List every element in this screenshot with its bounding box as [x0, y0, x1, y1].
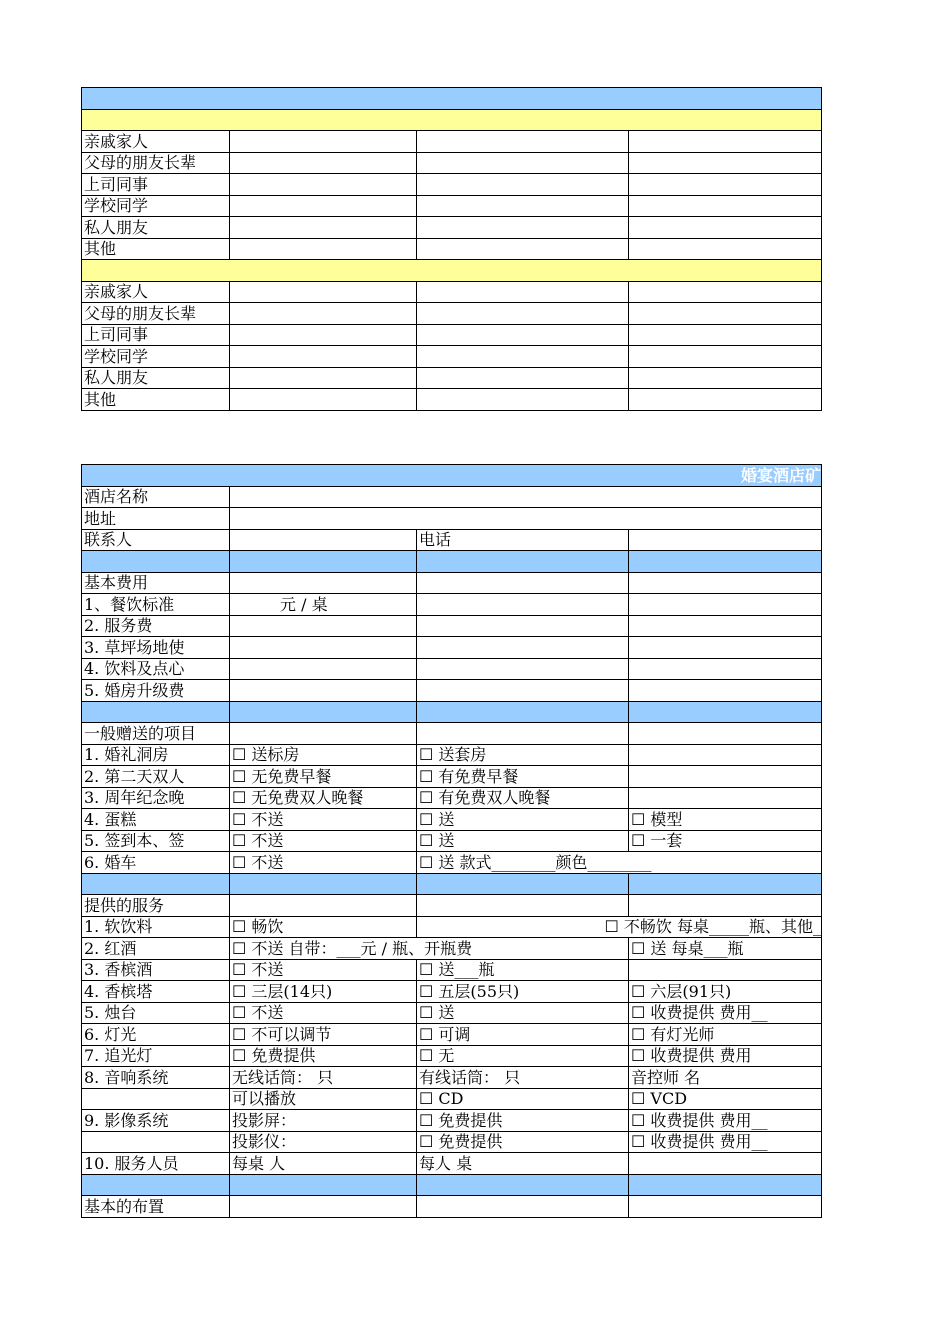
- guest-row-label: 上司同事: [82, 174, 230, 196]
- service-label: 3. 香槟酒: [82, 959, 230, 981]
- service-label: 1. 软饮料: [82, 916, 230, 938]
- service-option[interactable]: ☐ VCD: [629, 1088, 822, 1110]
- guest-cell[interactable]: [417, 346, 629, 368]
- service-label: 9. 影像系统: [82, 1110, 230, 1132]
- fee-label: 4. 饮料及点心: [82, 658, 230, 680]
- gift-option[interactable]: ☐ 无免费早餐: [230, 766, 417, 788]
- service-option[interactable]: ☐ 五层(55只): [417, 981, 629, 1003]
- guest-cell[interactable]: [629, 367, 822, 389]
- service-option[interactable]: ☐ 三层(14只): [230, 981, 417, 1003]
- gift-option[interactable]: ☐ 模型: [629, 809, 822, 831]
- service-option[interactable]: ☐ 免费提供: [230, 1045, 417, 1067]
- separator-band: [82, 873, 230, 895]
- service-option[interactable]: 投影仪：: [230, 1131, 417, 1153]
- gift-label: 4. 蛋糕: [82, 809, 230, 831]
- service-option[interactable]: 每桌 人: [230, 1153, 417, 1175]
- guest-cell[interactable]: [230, 303, 417, 325]
- service-option[interactable]: ☐ 六层(91只): [629, 981, 822, 1003]
- service-option[interactable]: ☐ 收费提供 费用__: [629, 1002, 822, 1024]
- gift-label: 5. 签到本、签: [82, 830, 230, 852]
- gift-option[interactable]: ☐ 送标房: [230, 744, 417, 766]
- guest-cell[interactable]: [629, 195, 822, 217]
- service-option[interactable]: ☐ 不送: [230, 1002, 417, 1024]
- service-label: 8. 音响系统: [82, 1067, 230, 1089]
- service-option[interactable]: ☐ 有灯光师: [629, 1024, 822, 1046]
- group-band: [82, 109, 822, 131]
- guest-cell[interactable]: [230, 131, 417, 153]
- guest-cell[interactable]: [230, 389, 417, 411]
- service-option[interactable]: 投影屏：: [230, 1110, 417, 1132]
- gift-option[interactable]: ☐ 送套房: [417, 744, 629, 766]
- guest-row-label: 其他: [82, 389, 230, 411]
- section-heading: 提供的服务: [82, 895, 230, 917]
- service-option[interactable]: ☐ 收费提供 费用__: [629, 1110, 822, 1132]
- guest-row-label: 其他: [82, 238, 230, 260]
- section-heading: 基本费用: [82, 572, 230, 594]
- guest-cell[interactable]: [230, 152, 417, 174]
- gift-label: 2. 第二天双人: [82, 766, 230, 788]
- section-heading: 基本的布置: [82, 1196, 230, 1218]
- service-label: [82, 1131, 230, 1153]
- guest-row-label: 学校同学: [82, 346, 230, 368]
- service-option[interactable]: ☐ 免费提供: [417, 1131, 629, 1153]
- guest-cell[interactable]: [417, 174, 629, 196]
- gift-label: 1. 婚礼洞房: [82, 744, 230, 766]
- service-option[interactable]: 有线话筒： 只: [417, 1067, 629, 1089]
- guest-cell[interactable]: [230, 217, 417, 239]
- gift-option[interactable]: ☐ 不送: [230, 809, 417, 831]
- fee-label: 1、餐饮标准: [82, 594, 230, 616]
- guest-cell[interactable]: [629, 389, 822, 411]
- guest-cell[interactable]: [230, 324, 417, 346]
- gift-option[interactable]: ☐ 有免费双人晚餐: [417, 787, 629, 809]
- guest-cell[interactable]: [230, 238, 417, 260]
- gift-option[interactable]: ☐ 有免费早餐: [417, 766, 629, 788]
- service-option[interactable]: ☐ 收费提供 费用__: [629, 1131, 822, 1153]
- gift-option[interactable]: [629, 787, 822, 809]
- guest-table: [81, 87, 822, 411]
- gift-label: 6. 婚车: [82, 852, 230, 874]
- phone-label: 电话: [417, 529, 629, 551]
- guest-cell[interactable]: [629, 152, 822, 174]
- service-label: [82, 1088, 230, 1110]
- hotel-name-label: 酒店名称: [82, 486, 230, 508]
- guest-cell[interactable]: [417, 238, 629, 260]
- guest-cell[interactable]: [230, 346, 417, 368]
- guest-row-label: 父母的朋友长辈: [82, 152, 230, 174]
- fee-value[interactable]: 元 / 桌: [230, 594, 417, 616]
- group-band: [82, 260, 822, 282]
- address-label: 地址: [82, 508, 230, 530]
- gift-option[interactable]: ☐ 不送: [230, 830, 417, 852]
- guest-cell[interactable]: [417, 303, 629, 325]
- service-option[interactable]: 音控师 名: [629, 1067, 822, 1089]
- service-label: 7. 追光灯: [82, 1045, 230, 1067]
- service-option[interactable]: ☐ 收费提供 费用: [629, 1045, 822, 1067]
- separator-band: [82, 551, 230, 573]
- fee-value[interactable]: [230, 658, 417, 680]
- gift-option[interactable]: ☐ 一套: [629, 830, 822, 852]
- guest-cell[interactable]: [629, 217, 822, 239]
- service-label: 6. 灯光: [82, 1024, 230, 1046]
- fee-label: 2. 服务费: [82, 615, 230, 637]
- fee-label: 3. 草坪场地使: [82, 637, 230, 659]
- guest-table-header: [82, 88, 822, 110]
- guest-cell[interactable]: [629, 346, 822, 368]
- service-option[interactable]: ☐ 免费提供: [417, 1110, 629, 1132]
- guest-cell[interactable]: [629, 174, 822, 196]
- guest-cell[interactable]: [417, 324, 629, 346]
- guest-cell[interactable]: [230, 195, 417, 217]
- guest-cell[interactable]: [417, 389, 629, 411]
- fee-value[interactable]: [230, 680, 417, 702]
- service-option[interactable]: ☐ 不送 自带：___元 / 瓶、开瓶费: [230, 938, 629, 960]
- service-option[interactable]: ☐ 送: [417, 1002, 629, 1024]
- guest-cell[interactable]: [629, 281, 822, 303]
- service-option[interactable]: [629, 959, 822, 981]
- gift-option[interactable]: ☐ 无免费双人晚餐: [230, 787, 417, 809]
- guest-cell[interactable]: [629, 324, 822, 346]
- service-option[interactable]: [629, 1153, 822, 1175]
- gift-option[interactable]: ☐ 不送: [230, 852, 417, 874]
- guest-row-label: 亲戚家人: [82, 281, 230, 303]
- hotel-name-field[interactable]: [230, 486, 822, 508]
- contact-label: 联系人: [82, 529, 230, 551]
- guest-cell[interactable]: [417, 281, 629, 303]
- service-option[interactable]: ☐ 无: [417, 1045, 629, 1067]
- hotel-table-title: 婚宴酒店矿: [82, 465, 822, 487]
- service-option[interactable]: ☐ CD: [417, 1088, 629, 1110]
- service-option[interactable]: ☐ 不畅饮 每桌_____瓶、其他_: [417, 916, 822, 938]
- guest-cell[interactable]: [417, 217, 629, 239]
- service-option[interactable]: 每人 桌: [417, 1153, 629, 1175]
- gift-option[interactable]: ☐ 送 款式________颜色________: [417, 852, 822, 874]
- service-option[interactable]: ☐ 不可以调节: [230, 1024, 417, 1046]
- guest-cell[interactable]: [629, 131, 822, 153]
- service-option[interactable]: ☐ 送 每桌___瓶: [629, 938, 822, 960]
- guest-cell[interactable]: [230, 281, 417, 303]
- separator-band: [82, 1174, 230, 1196]
- fee-value[interactable]: [230, 637, 417, 659]
- gift-option[interactable]: ☐ 送: [417, 830, 629, 852]
- guest-cell[interactable]: [417, 152, 629, 174]
- address-field[interactable]: [230, 508, 822, 530]
- service-option[interactable]: ☐ 送___瓶: [417, 959, 629, 981]
- guest-cell[interactable]: [230, 174, 417, 196]
- service-option[interactable]: 可以播放: [230, 1088, 417, 1110]
- gift-option[interactable]: [629, 744, 822, 766]
- fee-value[interactable]: [230, 615, 417, 637]
- service-option[interactable]: ☐ 畅饮: [230, 916, 417, 938]
- separator-band: [82, 701, 230, 723]
- guest-row-label: 父母的朋友长辈: [82, 303, 230, 325]
- gift-option[interactable]: [629, 766, 822, 788]
- service-label: 10. 服务人员: [82, 1153, 230, 1175]
- phone-field[interactable]: [629, 529, 822, 551]
- guest-cell[interactable]: [629, 238, 822, 260]
- contact-field[interactable]: [230, 529, 417, 551]
- section-heading: 一般赠送的项目: [82, 723, 230, 745]
- service-label: 2. 红酒: [82, 938, 230, 960]
- guest-cell[interactable]: [417, 195, 629, 217]
- guest-cell[interactable]: [417, 131, 629, 153]
- service-option[interactable]: 无线话筒： 只: [230, 1067, 417, 1089]
- guest-cell[interactable]: [629, 303, 822, 325]
- hotel-table: [81, 464, 822, 1218]
- gift-label: 3. 周年纪念晚: [82, 787, 230, 809]
- gift-option[interactable]: ☐ 送: [417, 809, 629, 831]
- guest-cell[interactable]: [230, 367, 417, 389]
- guest-row-label: 私人朋友: [82, 217, 230, 239]
- guest-row-label: 亲戚家人: [82, 131, 230, 153]
- guest-row-label: 私人朋友: [82, 367, 230, 389]
- service-option[interactable]: ☐ 可调: [417, 1024, 629, 1046]
- service-label: 4. 香槟塔: [82, 981, 230, 1003]
- guest-cell[interactable]: [417, 367, 629, 389]
- fee-label: 5. 婚房升级费: [82, 680, 230, 702]
- guest-row-label: 学校同学: [82, 195, 230, 217]
- service-option[interactable]: ☐ 不送: [230, 959, 417, 981]
- guest-row-label: 上司同事: [82, 324, 230, 346]
- service-label: 5. 烛台: [82, 1002, 230, 1024]
